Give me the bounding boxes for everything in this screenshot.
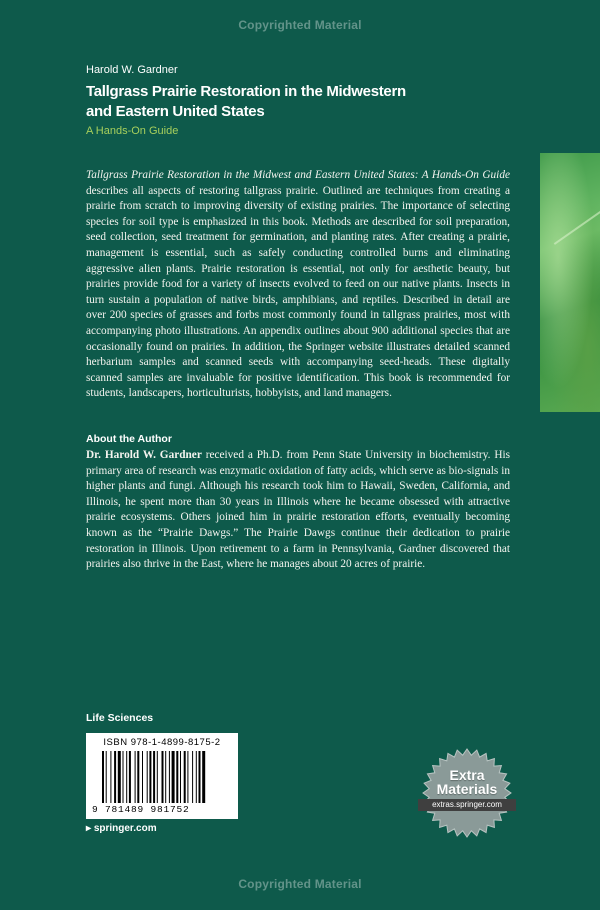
barcode-bar	[199, 751, 201, 803]
barcode-bar	[102, 751, 104, 803]
about-author-text	[86, 448, 510, 573]
barcode-bar	[153, 751, 155, 803]
barcode-digits: 9 781489 981752	[92, 804, 190, 815]
badge-url: extras.springer.com	[418, 799, 516, 811]
about-author-heading: About the Author	[86, 433, 172, 445]
barcode-bar	[176, 751, 178, 803]
book-description	[86, 168, 510, 402]
description-text: describes all aspects of restoring tallgrass prairie. Outlined are techniques from creating a prairie from scratch to improving diversity of existing prairies. The importance of selecting species for soil type is emphasized in this book. Methods are described for soil preparation, seed collection, seed treatment for germination, and planting rates. After creating a prairie, management is essential, such as safely conducting controlled burns and eliminating aggressive alien plants. Prairie restoration is essential, not only for aesthetic beauty, but prairies provide food for a variety of insects evolved to feed on our native plants. Insects in turn sustain a population of native birds, amphibians, and reptiles. Described in detail are over 200 species of grasses and forbs most commonly found in tallgrass prairies, most with accompanying photo illustrations. An appendix outlines about 900 additional species that are occasionally found on prairies. In addition, the Springer website illustrates detailed scanned herbarium samples and scanned seeds with accompanying seed-heads. These digitally scanned samples are invaluable for positive identification. This book is recommended for students, landscapers, horticulturists, hobbyists, and land managers.	[86, 184, 510, 400]
publisher-link[interactable]: ▸ springer.com	[86, 823, 157, 834]
barcode-bar	[180, 751, 181, 803]
watermark-bottom: Copyrighted Material	[238, 877, 362, 891]
badge-text-materials: Materials	[436, 781, 498, 797]
barcode-bar	[202, 751, 205, 803]
leaf-photo-strip	[540, 153, 600, 412]
book-title: Tallgrass Prairie Restoration in the Midwestern and Eastern United States	[86, 83, 406, 120]
author-name: Harold W. Gardner	[86, 64, 178, 76]
about-author-name: Dr. Harold W. Gardner	[86, 449, 202, 461]
barcode-bar	[169, 751, 170, 803]
barcode-bar	[162, 751, 164, 803]
barcode-bar	[142, 751, 143, 803]
about-author-bio: received a Ph.D. from Penn State University in biochemistry. His primary area of research was enzymatic oxidation of fatty acids, which serve as bio-signals in higher plants and fungi. Although his research took him to Hawaii, Sweden, California, and Illinois, he spent more than 30 years in Illinois where he became obsessed with attractive prairie ecosystems. Others joined him in prairie restoration efforts, eventually becoming known as the “Prairie Dawgs.” The Prairie Dawgs continue their dedication to prairie restoration in Illinois. Upon retirement to a farm in Pennsylvania, Gardner discovered that prairies also thrive in the East, where he manages about 20 acres of prairie.	[86, 449, 511, 571]
barcode-bar	[137, 751, 139, 803]
barcode-bar	[126, 751, 127, 803]
publisher-url: springer.com	[93, 823, 157, 834]
description-italic-title: Tallgrass Prairie Restoration in the Midwest and Eastern United States: A Hands-On Guide	[86, 169, 510, 181]
barcode-bar	[118, 751, 121, 803]
barcode-bars	[102, 751, 228, 803]
barcode-bar	[165, 751, 166, 803]
watermark-top: Copyrighted Material	[238, 18, 362, 32]
barcode-bar	[123, 751, 124, 803]
barcode-bar	[149, 751, 151, 803]
barcode-bar	[192, 751, 193, 803]
barcode-bar	[106, 751, 107, 803]
isbn-label: ISBN 978-1-4899-8175-2	[103, 737, 221, 748]
barcode-bar	[157, 751, 158, 803]
subject-category: Life Sciences	[86, 712, 154, 724]
barcode-bar	[114, 751, 116, 803]
barcode-bar	[172, 751, 175, 803]
extra-materials-badge	[414, 748, 520, 838]
badge-text-extra: Extra	[449, 767, 485, 783]
barcode-bar	[196, 751, 197, 803]
barcode-bar	[129, 751, 131, 803]
book-subtitle: A Hands-On Guide	[86, 125, 179, 137]
isbn-barcode	[86, 733, 238, 819]
barcode-bar	[110, 751, 111, 803]
barcode-bar	[184, 751, 186, 803]
barcode-bar	[147, 751, 148, 803]
barcode-bar	[187, 751, 188, 803]
barcode-bar	[135, 751, 136, 803]
